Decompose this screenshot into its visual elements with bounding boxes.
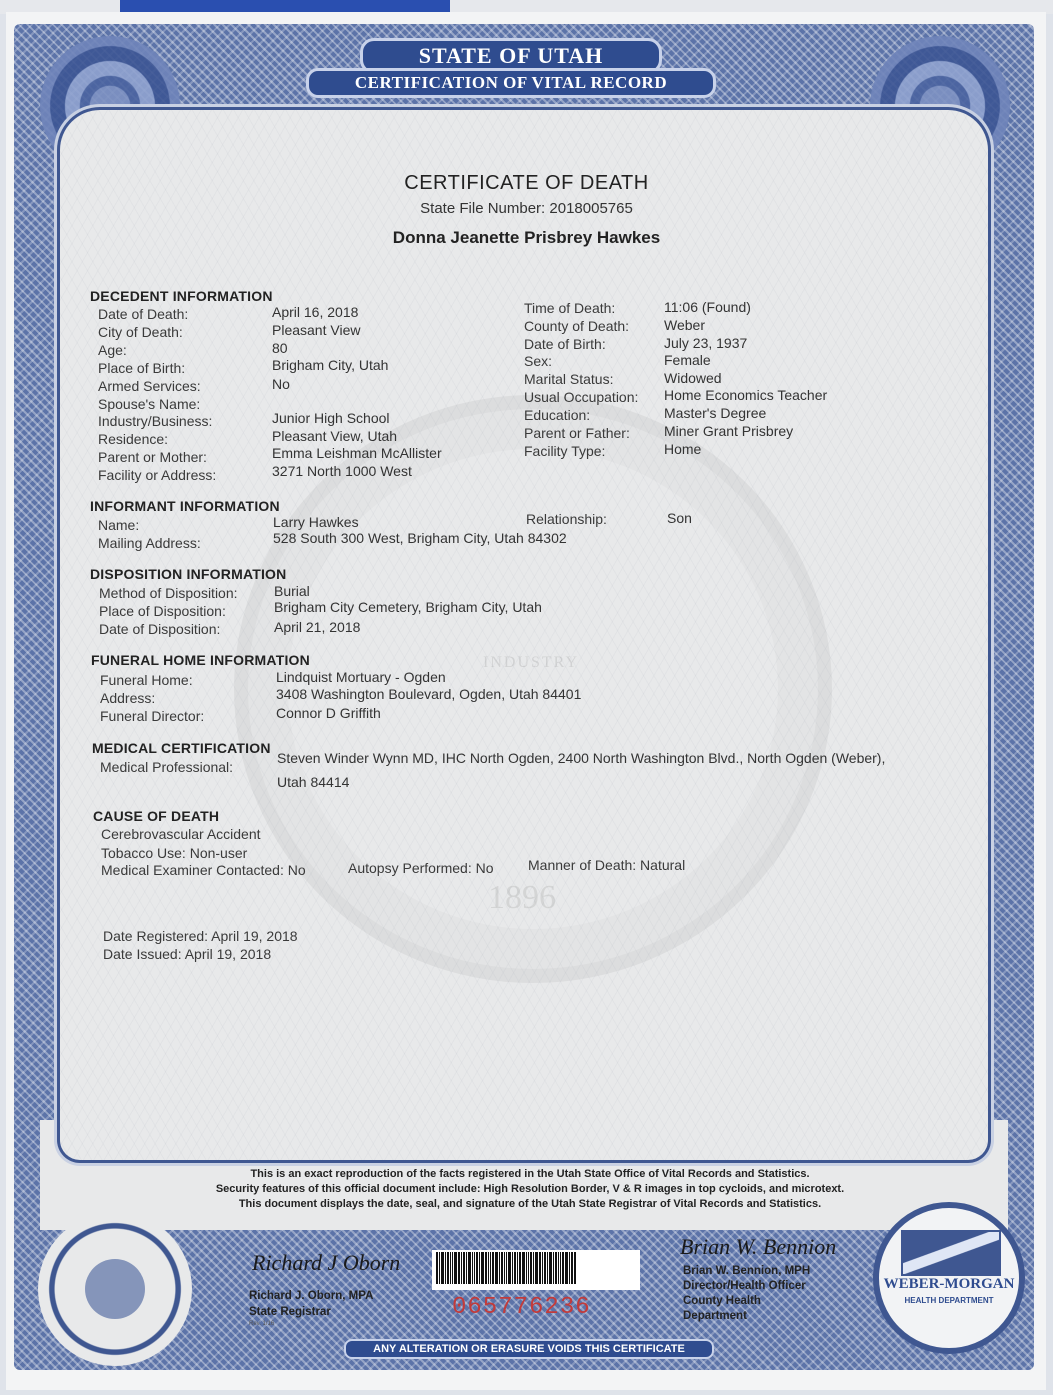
field-value: 80 [272, 340, 288, 356]
certification-banner: CERTIFICATION OF VITAL RECORD [306, 68, 716, 98]
field-label: Parent or Father: [524, 425, 630, 441]
field-value: Home [664, 441, 702, 457]
field-label: Armed Services: [98, 378, 201, 394]
cause-value: Cerebrovascular Accident [101, 826, 261, 842]
reproduction-note: This is an exact reproduction of the facts registered in the Utah State Office of Vital Records and Statistics. [250, 1168, 810, 1180]
logo-subtitle: HEALTH DEPARTMENT [904, 1296, 994, 1305]
field-label: Facility Type: [524, 443, 606, 459]
document-serial-number: 065776236 [452, 1294, 591, 1321]
field-value: Widowed [664, 370, 722, 386]
manner-of-death: Manner of Death: Natural [528, 857, 686, 873]
mountain-icon [901, 1230, 1001, 1276]
field-value: Connor D Griffith [276, 705, 381, 721]
officer-name: Brian W. Bennion, MPH [683, 1265, 811, 1277]
informant-name: Larry Hawkes [273, 514, 359, 530]
registrar-title: State Registrar [249, 1306, 331, 1318]
field-value: Master's Degree [664, 405, 767, 421]
field-value: Home Economics Teacher [664, 387, 828, 403]
medical-professional-line2: Utah 84414 [277, 774, 350, 790]
field-value: Junior High School [272, 410, 390, 426]
medical-professional-label: Medical Professional: [100, 759, 234, 775]
decedent-name: Donna Jeanette Prisbrey Hawkes [392, 228, 661, 247]
field-value: Weber [664, 317, 705, 333]
security-note: Security features of this official document include: High Resolution Border, V & R images in top cycloids, and microtext. [215, 1183, 845, 1195]
field-value: 11:06 (Found) [664, 299, 751, 315]
field-label: Residence: [98, 431, 169, 447]
field-label: Usual Occupation: [524, 389, 639, 405]
field-label: Place of Disposition: [99, 603, 226, 619]
field-label: Spouse's Name: [98, 396, 201, 412]
field-label: Time of Death: [524, 300, 616, 316]
field-value: 3271 North 1000 West [272, 463, 412, 479]
field-value: 3408 Washington Boulevard, Ogden, Utah 84401 [276, 686, 582, 702]
watermark-industry: INDUSTRY [483, 654, 580, 671]
field-label: Address: [100, 690, 156, 706]
autopsy-performed: Autopsy Performed: No [348, 860, 494, 876]
mailing-address: 528 South 300 West, Brigham City, Utah 84302 [273, 530, 567, 546]
certificate-title: CERTIFICATE OF DEATH [404, 172, 649, 194]
field-label: City of Death: [98, 324, 183, 340]
cause-heading: CAUSE OF DEATH [93, 808, 220, 824]
watermark-year: 1896 [488, 879, 556, 916]
barcode [432, 1250, 640, 1290]
field-label: Funeral Director: [100, 708, 205, 724]
state-file-number: State File Number: 2018005765 [420, 200, 633, 217]
field-value: No [272, 376, 290, 392]
officer-department-2: Department [683, 1310, 747, 1322]
field-label: Method of Disposition: [99, 585, 238, 601]
field-value: Lindquist Mortuary - Ogden [276, 669, 446, 685]
officer-department: County Health [683, 1295, 761, 1307]
mailing-address-label: Mailing Address: [98, 535, 201, 551]
field-value: April 16, 2018 [272, 304, 359, 320]
field-label: Parent or Mother: [98, 449, 207, 465]
field-value: Pleasant View [272, 322, 361, 338]
field-label: Age: [98, 342, 127, 358]
field-value: July 23, 1937 [664, 335, 748, 351]
relationship-label: Relationship: [526, 511, 607, 527]
date-registered: Date Registered: April 19, 2018 [103, 928, 298, 944]
alteration-warning: ANY ALTERATION OR ERASURE VOIDS THIS CERTIFICATE [344, 1339, 714, 1359]
field-label: Date of Birth: [524, 336, 606, 352]
seal-emblem [85, 1259, 145, 1319]
field-label: Sex: [524, 353, 553, 369]
informant-heading: INFORMANT INFORMATION [90, 498, 280, 514]
field-value: April 21, 2018 [274, 619, 361, 635]
medical-heading: MEDICAL CERTIFICATION [92, 740, 271, 756]
field-value: Brigham City, Utah [272, 357, 389, 373]
field-label: Funeral Home: [100, 672, 193, 688]
funeral-heading: FUNERAL HOME INFORMATION [91, 652, 310, 668]
field-label: Place of Birth: [98, 360, 186, 376]
relationship-value: Son [667, 510, 692, 526]
field-value: Female [664, 352, 711, 368]
great-seal-of-utah [38, 1212, 192, 1366]
state-banner: STATE OF UTAH [360, 38, 662, 74]
field-value: Burial [274, 583, 310, 599]
field-label: Industry/Business: [98, 413, 213, 429]
logo-name: WEBER-MORGAN [883, 1276, 1015, 1292]
field-label: Facility or Address: [98, 467, 217, 483]
tobacco-use: Tobacco Use: Non-user [101, 845, 248, 861]
disposition-heading: DISPOSITION INFORMATION [90, 566, 287, 582]
field-label: Marital Status: [524, 371, 614, 387]
field-label: Education: [524, 407, 591, 423]
decedent-heading: DECEDENT INFORMATION [90, 288, 273, 304]
officer-title: Director/Health Officer [683, 1280, 806, 1292]
field-value: Pleasant View, Utah [272, 428, 398, 444]
registrar-name: Richard J. Oborn, MPA [249, 1290, 374, 1302]
field-label: County of Death: [524, 318, 630, 334]
display-note: This document displays the date, seal, and signature of the Utah State Registrar of Vital Records and Statistics. [238, 1198, 822, 1210]
field-label: Date of Death: [98, 306, 189, 322]
date-issued: Date Issued: April 19, 2018 [103, 946, 272, 962]
field-value: Brigham City Cemetery, Brigham City, Utah [274, 599, 542, 615]
revision-code: Rev. 1/16 [249, 1321, 275, 1327]
field-value: Miner Grant Prisbrey [664, 423, 794, 439]
registrar-signature: Richard J Oborn [252, 1250, 401, 1275]
field-label: Date of Disposition: [99, 621, 221, 637]
field-value: Emma Leishman McAllister [272, 445, 442, 461]
weber-morgan-health-logo [873, 1202, 1025, 1354]
officer-signature: Brian W. Bennion [680, 1234, 837, 1259]
medical-professional-line1: Steven Winder Wynn MD, IHC North Ogden, 2400 North Washington Blvd., North Ogden (Weber), [277, 750, 886, 766]
informant-name-label: Name: [98, 517, 140, 533]
examiner-contacted: Medical Examiner Contacted: No [101, 862, 306, 878]
